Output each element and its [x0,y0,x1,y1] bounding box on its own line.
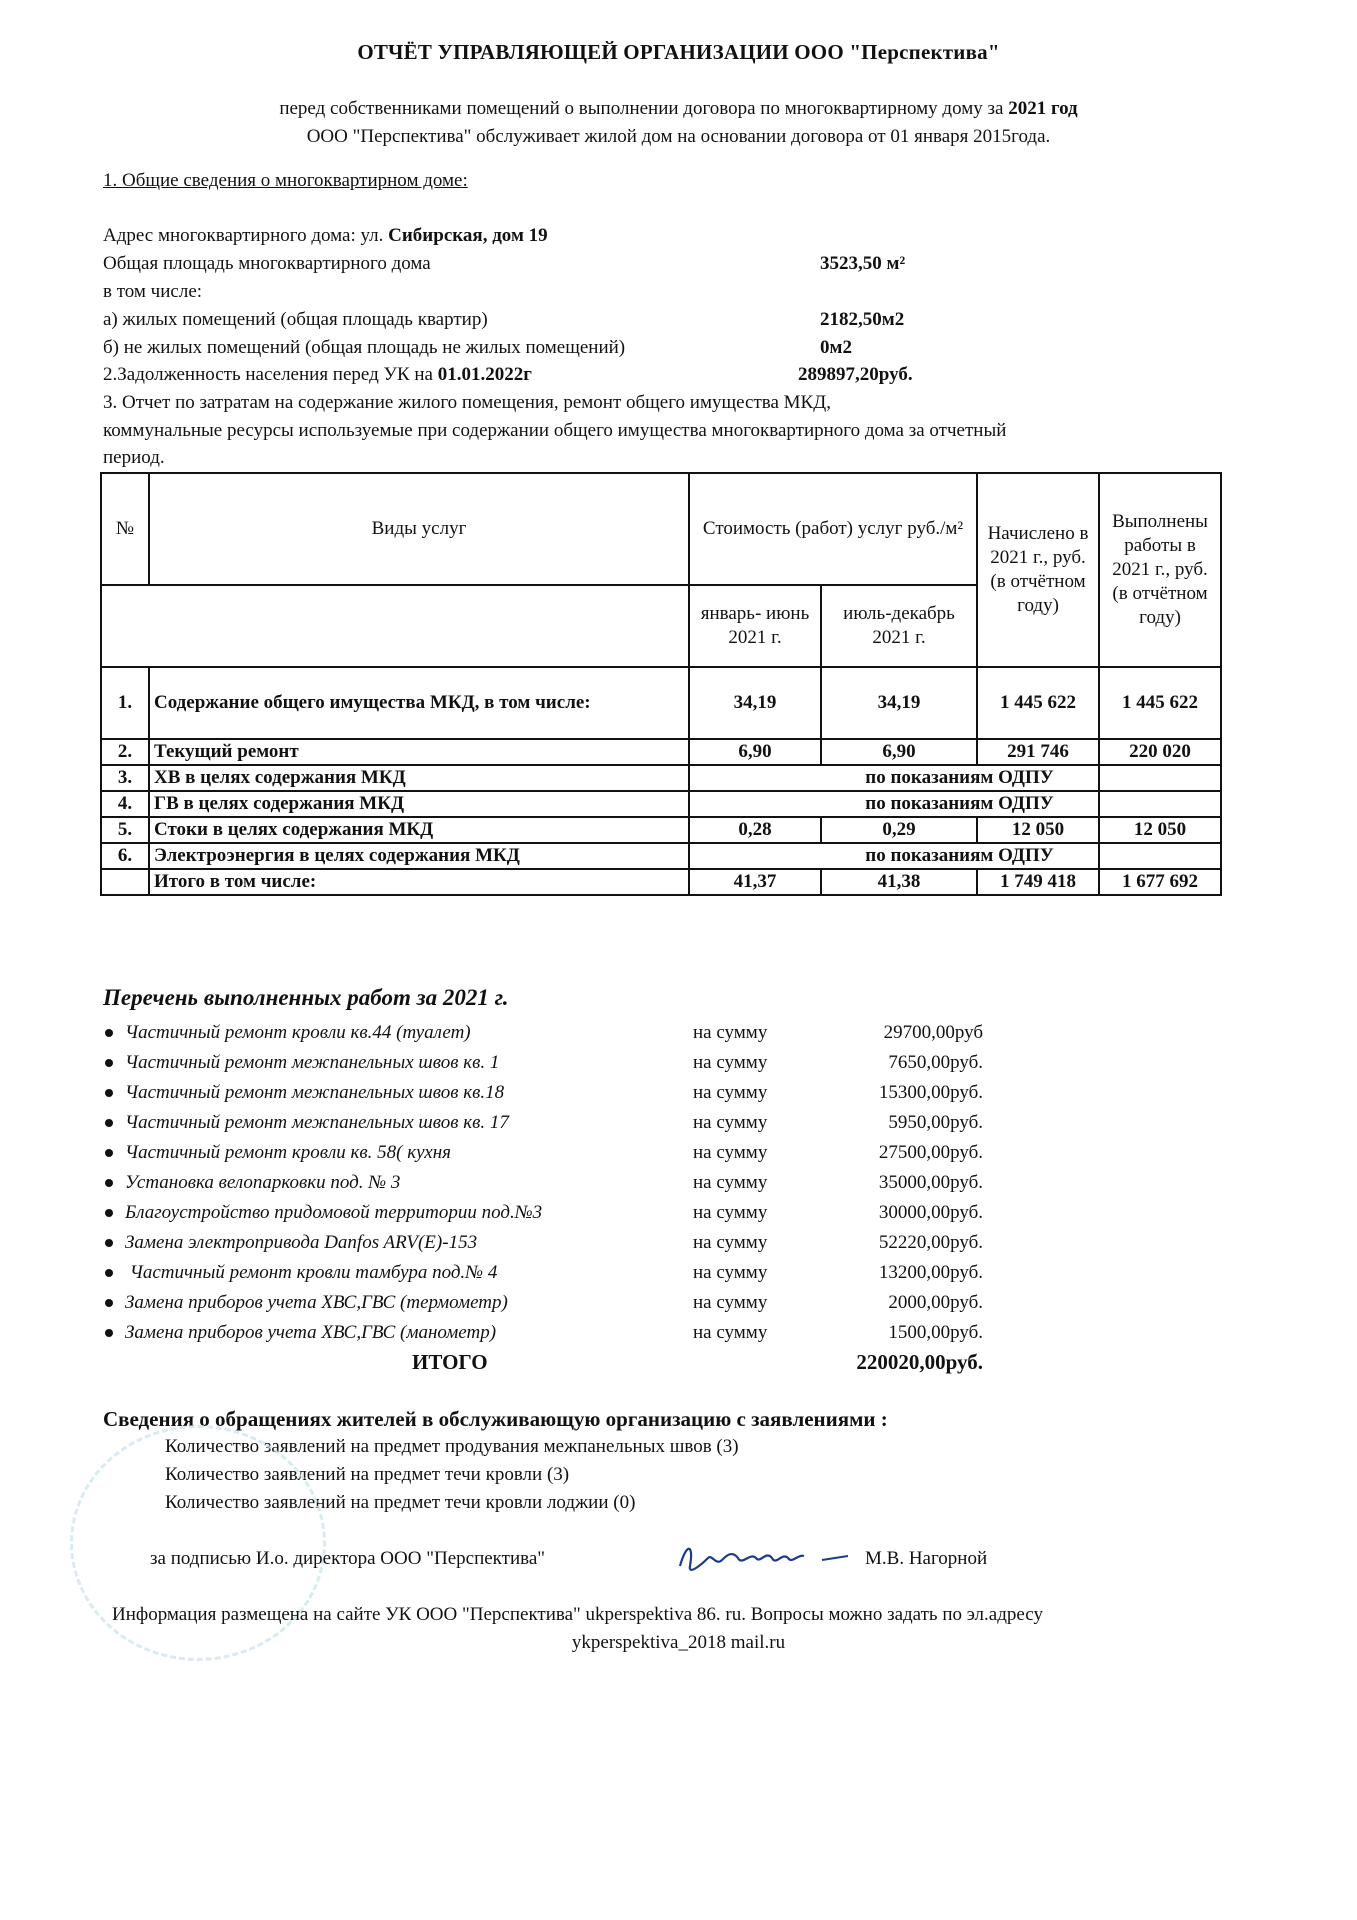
works-total-label: ИТОГО [412,1350,488,1374]
bullet-icon [105,1059,113,1067]
total-done: 1 677 692 [1099,869,1221,895]
total-charged: 1 749 418 [977,869,1099,895]
row-half2: 34,19 [821,667,977,739]
work-amount: 5950,00руб. [888,1112,983,1133]
work-prefix: на сумму [693,1022,768,1043]
contract-basis: ООО "Перспектива" обслуживает жилой дом на основании договора от 01 января 2015года. [306,126,1051,147]
row-half1 [689,843,821,869]
work-amount: 52220,00руб. [878,1232,983,1253]
row-no: 3. [101,765,149,791]
work-name: Частичный ремонт кровли кв. 58( кухня [125,1142,451,1163]
costs-table [100,472,1222,896]
work-prefix: на сумму [693,1082,768,1103]
header-no: № [101,473,149,585]
row-half1: 0,28 [689,817,821,843]
header-service: Виды услуг [149,473,689,585]
bullet-icon [105,1299,113,1307]
work-name: Благоустройство придомовой территории под.№3 [125,1202,543,1223]
table-row [101,765,1221,791]
nonres-value: 0м2 [820,337,852,358]
works-total-value: 220020,00руб. [856,1350,983,1374]
row-service: Содержание общего имущества МКД, в том числе: [149,667,689,739]
area-label: Общая площадь многоквартирного дома [103,253,431,274]
list-item [103,1292,983,1320]
header-charged: Начислено в 2021 г., руб. (в отчётном году) [977,473,1099,667]
list-item [103,1082,983,1110]
row-half1: 34,19 [689,667,821,739]
row-charged: 291 746 [977,739,1099,765]
bullet-icon [105,1329,113,1337]
bullet-icon [105,1179,113,1187]
work-amount: 7650,00руб. [888,1052,983,1073]
work-name: Замена приборов учета ХВС,ГВС (термометр) [125,1292,508,1313]
list-item [103,1172,983,1200]
debt-line [103,364,532,386]
row-service: ХВ в целях содержания МКД [149,765,689,791]
row-done [1099,791,1221,817]
work-prefix: на сумму [693,1142,768,1163]
row-no: 4. [101,791,149,817]
row-service: Текущий ремонт [149,739,689,765]
footer-info: Информация размещена на сайте УК ООО "Перспектива" ukperspektiva 86. ru. Вопросы можно задать по эл.адресу [112,1604,1043,1625]
residential-label: а) жилых помещений (общая площадь квартир) [103,309,488,330]
list-item: Количество заявлений на предмет продувания межпанельных швов (3) [165,1436,739,1457]
list-item [103,1142,983,1170]
table-row [101,791,1221,817]
work-amount: 1500,00руб. [888,1322,983,1343]
residential-value: 2182,50м2 [820,309,905,330]
row-note: по показаниям ОДПУ [821,791,1099,817]
work-name: Частичный ремонт кровли кв.44 (туалет) [125,1022,471,1043]
total-label: Итого в том числе: [149,869,689,895]
row-done: 1 445 622 [1099,667,1221,739]
bullet-icon [105,1029,113,1037]
nonres-label: б) не жилых помещений (общая площадь не жилых помещений) [103,337,626,358]
table-total-row [101,869,1221,895]
row-charged: 12 050 [977,817,1099,843]
work-amount: 29700,00руб [883,1022,983,1043]
director-name: М.В. Нагорной [865,1548,988,1569]
signature-image [672,1536,852,1580]
address-value: Сибирская, дом 19 [388,225,548,246]
header-half1: январь- июнь 2021 г. [689,585,821,667]
work-name: Замена электропривода Danfos ARV(E)-153 [125,1232,478,1253]
row-half2: 0,29 [821,817,977,843]
work-amount: 27500,00руб. [878,1142,983,1163]
row-done: 12 050 [1099,817,1221,843]
header-cost: Стоимость (работ) услуг руб./м² [689,473,977,585]
row-half1: 6,90 [689,739,821,765]
row-service: Электроэнергия в целях содержания МКД [149,843,689,869]
table-row [101,667,1221,739]
table-row [101,739,1221,765]
subtitle-text: перед собственниками помещений о выполнении договора по многоквартирному дому за [279,98,1004,119]
report-title: ОТЧЁТ УПРАВЛЯЮЩЕЙ ОРГАНИЗАЦИИ ООО "Перспектива" [357,40,1000,64]
list-item: Количество заявлений на предмет течи кровли (3) [165,1464,570,1485]
total-half2: 41,38 [821,869,977,895]
subtitle-year: 2021 год [1008,98,1078,119]
list-item [103,1112,983,1140]
work-prefix: на сумму [693,1052,768,1073]
subheader-empty [101,585,689,667]
work-amount: 30000,00руб. [878,1202,983,1223]
row-done: 220 020 [1099,739,1221,765]
row-no: 5. [101,817,149,843]
work-amount: 15300,00руб. [878,1082,983,1103]
work-amount: 35000,00руб. [878,1172,983,1193]
appeals-heading: Сведения о обращениях жителей в обслуживающую организацию с заявлениями : [103,1407,888,1431]
row-no: 2. [101,739,149,765]
work-prefix: на сумму [693,1262,768,1283]
area-value: 3523,50 м² [820,253,906,274]
debt-value: 289897,20руб. [798,364,913,385]
debt-date: 01.01.2022г [437,364,532,385]
row-done [1099,765,1221,791]
bullet-icon [105,1209,113,1217]
general-heading: 1. Общие сведения о многоквартирном доме: [103,170,468,191]
work-prefix: на сумму [693,1172,768,1193]
row-half2: 6,90 [821,739,977,765]
work-name: Частичный ремонт межпанельных швов кв.18 [125,1082,505,1103]
list-item [103,1322,983,1350]
header-done: Выполнены работы в 2021 г., руб. (в отчётном году) [1099,473,1221,667]
list-item [103,1022,983,1050]
work-prefix: на сумму [693,1202,768,1223]
table-header-row [101,473,1221,585]
bullet-icon [105,1269,113,1277]
list-item [103,1262,983,1290]
works-title: Перечень выполненных работ за 2021 г. [103,985,509,1010]
address-label: Адрес многоквартирного дома: ул. [103,225,384,246]
row-half1 [689,765,821,791]
list-item [103,1052,983,1080]
row-note: по показаниям ОДПУ [821,843,1099,869]
report-line-1: 3. Отчет по затратам на содержание жилого помещения, ремонт общего имущества МКД, [103,392,831,413]
row-half1 [689,791,821,817]
table-row [101,817,1221,843]
row-service: ГВ в целях содержания МКД [149,791,689,817]
row-service: Стоки в целях содержания МКД [149,817,689,843]
total-no [101,869,149,895]
incl-label: в том числе: [103,281,203,302]
footer-email: ykperspektiva_2018 mail.ru [571,1632,786,1653]
bullet-icon [105,1119,113,1127]
work-amount: 2000,00руб. [888,1292,983,1313]
bullet-icon [105,1149,113,1157]
list-item: Количество заявлений на предмет течи кровли лоджии (0) [165,1492,636,1513]
total-half1: 41,37 [689,869,821,895]
row-no: 1. [101,667,149,739]
work-prefix: на сумму [693,1112,768,1133]
work-amount: 13200,00руб. [878,1262,983,1283]
work-prefix: на сумму [693,1292,768,1313]
address-line [103,225,548,247]
table-row [101,843,1221,869]
row-note: по показаниям ОДПУ [821,765,1099,791]
header-half2: июль-декабрь 2021 г. [821,585,977,667]
row-done [1099,843,1221,869]
list-item [103,1202,983,1230]
work-name: Частичный ремонт кровли тамбура под.№ 4 [125,1262,498,1283]
bullet-icon [105,1239,113,1247]
debt-label: 2.Задолженность населения перед УК на [103,364,433,385]
row-charged: 1 445 622 [977,667,1099,739]
work-name: Замена приборов учета ХВС,ГВС (манометр) [125,1322,497,1343]
work-name: Частичный ремонт межпанельных швов кв. 1 [125,1052,500,1073]
row-no: 6. [101,843,149,869]
work-prefix: на сумму [693,1232,768,1253]
report-line-2: коммунальные ресурсы используемые при содержании общего имущества многоквартирного дома за отчетный [103,420,1007,441]
bullet-icon [105,1089,113,1097]
report-subtitle [0,98,1357,120]
signature-label: за подписью И.о. директора ООО "Перспектива" [150,1548,546,1569]
report-line-3: период. [103,447,165,468]
work-name: Частичный ремонт межпанельных швов кв. 17 [125,1112,509,1133]
work-prefix: на сумму [693,1322,768,1343]
work-name: Установка велопарковки под. № 3 [125,1172,401,1193]
list-item [103,1232,983,1260]
